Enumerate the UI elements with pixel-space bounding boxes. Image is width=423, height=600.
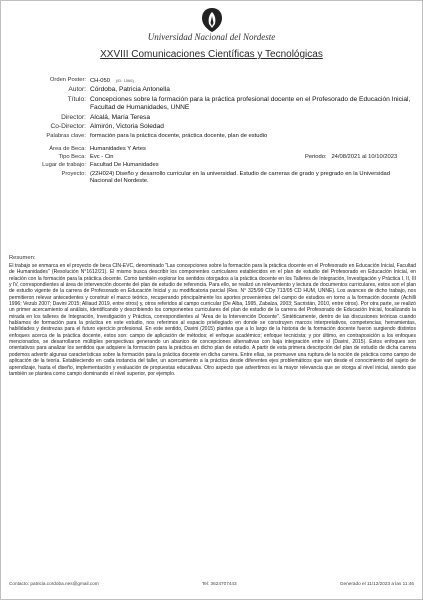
field-autor — [9, 86, 414, 94]
university-logo-icon — [199, 7, 225, 33]
field-value: Facultad De Humanidades — [90, 162, 159, 169]
field-label: Área de Beca: — [49, 145, 86, 152]
university-name: Universidad Nacional del Nordeste — [147, 32, 276, 42]
footer-generated: Generado el 11/12/2023 a las 11:46 — [339, 581, 414, 586]
field-codirector — [9, 123, 414, 131]
footer-tel: Tel: 3624707443 — [201, 581, 237, 586]
field-value: Evc - Cin — [90, 154, 114, 161]
field-titulo — [9, 96, 414, 112]
field-label: Autor: — [68, 86, 86, 94]
field-value: Humanidades Y Artes — [90, 145, 146, 152]
field-label: Proyecto: — [61, 170, 86, 177]
poster-id: (ID: 1566) — [115, 78, 134, 83]
field-value: Almirón, Victoria Soledad — [90, 123, 164, 130]
resumen-section — [9, 255, 416, 377]
footer-contact: Contacto: patricia.cordoba.nes@gmail.com — [9, 581, 99, 586]
field-label: Palabras clave: — [46, 132, 86, 139]
resumen-label: Resumen: — [9, 255, 36, 261]
field-label: Lugar de trabajo: — [42, 162, 86, 169]
field-proyecto — [9, 171, 414, 185]
field-area-beca — [9, 146, 414, 153]
resumen-text: El trabajo se enmarca en el proyecto de beca CIN-EVC, denominado "Las concepciones sobre la formación para la práctica docente en el Profesorado en Educación Inicial, Facultad de Humanidades" (Resolución N°1612/21). El mismo busca describir los componentes curriculares establecidos en el plan de estudio del Profesorado en Educación Inicial, en relación con la formación para la práctica docente. Como también explorar los sentidos otorgados a la práctica docente en los Talleres de Integración, Investigación y Práctica I, II, III y IV, correspondientes al área de intervención docente del plan de estudio de referencia. Para ello, se realizó un relevamiento y lectura de documentos curriculares, estos son el plan de estudio vigente de la carrera de Profesorado en Educación Inicial y su modificatoria parcial (Res. N° 325/99 CDy 713/05 CD HUM, UNNE). Los avances de dicho trabajo, nos permitieron relevar antecedentes y construir el marco teórico, recuperando principalmente los aportes provenientes del campo de estudios en torno a la formación docente (Achilli 1996; Vezub 2007; Davini 2015; Alliaud 2019, entre otros) y, otros referidos al campo curricular (De Alba, 1995, Zabalza, 2003; Sacristán, 2010, entre otros). Por otra parte, se realizó un primer acercamiento al análisis, identificando y describiendo los componentes curriculares del plan de estudio de la carrera del Profesorado de Educación Inicial, focalizando la mirada en los talleres de Integración, Investigación y Práctica, correspondientes al "Área de la Intervención Docente". Sintéticamente, dentro de las discusiones teóricas cuando hablamos de formación para la práctica en este estudio, nos referimos al espacio privilegiado en donde se construyen marcos interpretativos, competencias, herramientas, habilidades y destrezas para el futuro ejercicio profesional. En este sentido, Davini (2015) plantea que a lo largo de la historia de la formación docente fueron surgiendo distintos enfoques acerca de la práctica docente, estos son: campo de aplicación de métodos; el enfoque académico; enfoque tecnicista; y por último, en contraposición a los enfoques mencionados, se desarrollaron múltiples perspectivas generando un abanico de concepciones alternativas con baja integración entre sí (Davini, 2015). Estos enfoques son orientativos para analizar los sentidos que adquiere la formación para la práctica en dicho plan de estudio. A partir de esta primera descripción del plan de estudio de dicha carrera podemos advertir algunas características sobre la formación para la práctica docente en dicha carrera. Entre ellas, se promueve una ruptura de la noción de práctica como campo de aplicación de la teoría. Estableciendo en cada instancia del taller, un acercamiento a la práctica desde diferentes ejes problemáticos que van desde el conocimiento del sujeto de aprendizaje, hasta el diseño, implementación y evaluación de propuestas educativas. Otro aspecto que advertimos es la mayor relevancia que se otorga al nivel inicial, siendo que también se plantea como campo dominando el nivel superior, por ejemplo. — [9, 263, 416, 377]
field-label: Título: — [67, 95, 86, 103]
periodo-value: 24/08/2021 al 10/10/2023 — [331, 154, 398, 161]
field-lugar-trabajo — [9, 162, 414, 169]
poster-code: CH-050 — [90, 78, 110, 84]
field-value: Alcalá, María Teresa — [90, 113, 150, 121]
field-director — [9, 114, 414, 122]
field-label: Orden Poster: — [49, 77, 86, 83]
footer — [9, 581, 414, 586]
field-label: Director: — [61, 113, 86, 121]
field-palabras-clave — [9, 133, 414, 140]
field-value: formación para la práctica docente, práctica docente, plan de estudio — [90, 132, 268, 139]
field-orden-poster — [9, 77, 414, 85]
field-value: Concepciones sobre la formación para la práctica profesional docente en el Profesorado de Educación Inicial, Facultad de Humanidades, UNNE — [90, 95, 411, 111]
field-value — [90, 77, 414, 85]
fields-block — [9, 77, 414, 186]
field-label: Tipo Beca: — [58, 154, 86, 161]
periodo-label: Periodo: — [305, 154, 327, 161]
field-periodo — [305, 154, 397, 161]
field-value: Córdoba, Patricia Antonella — [90, 86, 170, 94]
field-value: (22H024) Diseño y desarrollo curricular en la universidad. Estudio de carreras de grado y pregrado en la Universidad Nacional del Nordeste. — [90, 170, 390, 184]
field-tipo-beca — [9, 154, 414, 161]
page-title: XXVIII Comunicaciones Científicas y Tecnológicas — [100, 49, 323, 60]
field-label: Co-Director: — [50, 123, 86, 130]
